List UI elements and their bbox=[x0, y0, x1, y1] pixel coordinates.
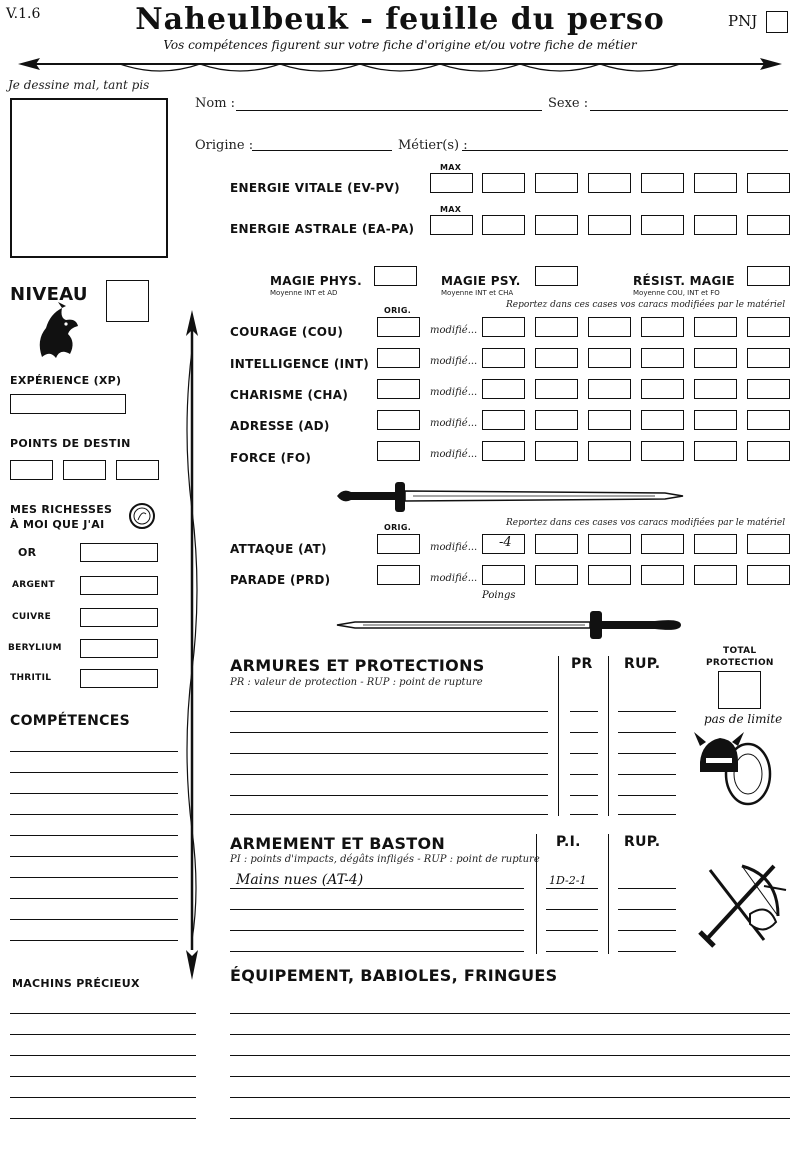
fo-box[interactable] bbox=[535, 441, 578, 461]
ad-box[interactable] bbox=[482, 410, 525, 430]
ad-box[interactable] bbox=[641, 410, 684, 430]
argent-box[interactable] bbox=[80, 576, 158, 595]
armure-rup-line[interactable] bbox=[618, 732, 676, 733]
ea-box[interactable] bbox=[747, 215, 790, 235]
resist-magie-sub: Moyenne COU, INT et FO bbox=[633, 289, 720, 297]
cou-box[interactable] bbox=[694, 317, 737, 337]
max-label-ev: MAX bbox=[440, 163, 462, 172]
ea-box[interactable] bbox=[588, 215, 631, 235]
armement-title: ARMEMENT ET BASTON bbox=[230, 834, 446, 853]
cha-box[interactable] bbox=[747, 379, 790, 399]
experience-box[interactable] bbox=[10, 394, 126, 414]
weapon-1-pi: 1D-2-1 bbox=[549, 874, 587, 887]
armement-legend: PI : points d'impacts, dégâts infligés - RUP : point de rupture bbox=[230, 854, 540, 865]
ev-box[interactable] bbox=[535, 173, 578, 193]
origine-label: Origine : bbox=[195, 138, 254, 153]
cha-box[interactable] bbox=[535, 379, 578, 399]
armure-name-line[interactable] bbox=[230, 753, 548, 754]
at-box[interactable] bbox=[747, 534, 790, 554]
nom-label: Nom : bbox=[195, 96, 236, 111]
niveau-label: NIVEAU bbox=[10, 284, 88, 305]
magie-phys-box[interactable] bbox=[374, 266, 417, 286]
fo-box[interactable] bbox=[641, 441, 684, 461]
ad-box[interactable] bbox=[747, 410, 790, 430]
armure-name-line[interactable] bbox=[230, 774, 548, 775]
armure-rup-line[interactable] bbox=[618, 711, 676, 712]
argent-label: ARGENT bbox=[12, 580, 55, 590]
pnj-checkbox[interactable] bbox=[766, 11, 788, 33]
magie-psy-label: MAGIE PSY. bbox=[441, 274, 521, 288]
at-box[interactable] bbox=[641, 534, 684, 554]
competences-line[interactable] bbox=[10, 919, 178, 920]
page-subtitle: Vos compétences figurent sur votre fiche d'origine et/ou votre fiche de métier bbox=[163, 38, 637, 52]
ad-label: ADRESSE (AD) bbox=[230, 419, 330, 433]
magie-phys-label: MAGIE PHYS. bbox=[270, 274, 362, 288]
int-orig-box[interactable] bbox=[377, 348, 420, 368]
berylium-label: BERYLIUM bbox=[8, 643, 62, 653]
competences-line[interactable] bbox=[10, 814, 178, 815]
ev-label: ENERGIE VITALE (EV-PV) bbox=[230, 181, 400, 195]
no-limit-note: pas de limite bbox=[704, 712, 783, 726]
crossed-weapons-icon bbox=[694, 856, 786, 948]
pi-header: P.I. bbox=[556, 834, 581, 850]
spear-divider-icon bbox=[0, 52, 800, 76]
cou-box[interactable] bbox=[641, 317, 684, 337]
int-box[interactable] bbox=[641, 348, 684, 368]
competences-line[interactable] bbox=[10, 877, 178, 878]
ea-box[interactable] bbox=[482, 215, 525, 235]
equipement-line[interactable] bbox=[230, 1076, 790, 1077]
int-modifie: modifié... bbox=[430, 356, 478, 367]
resist-magie-label: RÉSIST. MAGIE bbox=[633, 274, 735, 288]
int-box[interactable] bbox=[747, 348, 790, 368]
richesses-label-1: MES RICHESSES bbox=[10, 503, 113, 516]
at-orig-box[interactable] bbox=[377, 534, 420, 554]
competences-label: COMPÉTENCES bbox=[10, 713, 130, 729]
armure-pr-line[interactable] bbox=[570, 753, 598, 754]
arme-rup-line[interactable] bbox=[618, 951, 676, 952]
arme-pi-line[interactable] bbox=[546, 951, 598, 952]
arme-name-line[interactable] bbox=[230, 930, 524, 931]
fo-box[interactable] bbox=[588, 441, 631, 461]
prd-box[interactable] bbox=[535, 565, 578, 585]
cuivre-label: CUIVRE bbox=[12, 612, 52, 622]
at-box[interactable] bbox=[482, 534, 525, 554]
ea-box[interactable] bbox=[694, 215, 737, 235]
sword-icon bbox=[335, 610, 685, 640]
ad-box[interactable] bbox=[694, 410, 737, 430]
prd-box[interactable] bbox=[694, 565, 737, 585]
competences-line[interactable] bbox=[10, 751, 178, 752]
helmet-shield-icon bbox=[694, 728, 774, 810]
fo-orig-box[interactable] bbox=[377, 441, 420, 461]
page-title: Naheulbeuk - feuille du perso bbox=[135, 2, 665, 37]
arme-pi-line[interactable] bbox=[546, 930, 598, 931]
resist-magie-box[interactable] bbox=[747, 266, 790, 286]
niveau-box[interactable] bbox=[106, 280, 149, 322]
competences-line[interactable] bbox=[10, 898, 178, 899]
ad-box[interactable] bbox=[588, 410, 631, 430]
ev-box[interactable] bbox=[482, 173, 525, 193]
int-label: INTELLIGENCE (INT) bbox=[230, 357, 369, 371]
armure-name-line[interactable] bbox=[230, 814, 548, 815]
arme-rup-line[interactable] bbox=[618, 909, 676, 910]
armure-name-line[interactable] bbox=[230, 732, 548, 733]
armure-rup-line[interactable] bbox=[618, 753, 676, 754]
vertical-spear-icon bbox=[180, 310, 204, 980]
ea-box[interactable] bbox=[535, 215, 578, 235]
ad-box[interactable] bbox=[535, 410, 578, 430]
sword-icon bbox=[335, 480, 685, 514]
cou-box[interactable] bbox=[535, 317, 578, 337]
report-note-stats: Reportez dans ces cases vos caracs modifiées par le matériel bbox=[506, 300, 786, 310]
thritil-box[interactable] bbox=[80, 669, 158, 688]
competences-line[interactable] bbox=[10, 856, 178, 857]
armures-rup-header: RUP. bbox=[624, 656, 661, 672]
int-box[interactable] bbox=[482, 348, 525, 368]
armure-pr-line[interactable] bbox=[570, 711, 598, 712]
at-box[interactable] bbox=[588, 534, 631, 554]
armures-legend: PR : valeur de protection - RUP : point de rupture bbox=[230, 677, 483, 688]
poings-note: Poings bbox=[482, 590, 516, 601]
cuivre-box[interactable] bbox=[80, 608, 158, 627]
ev-box[interactable] bbox=[641, 173, 684, 193]
armure-rup-line[interactable] bbox=[618, 814, 676, 815]
arme-pi-line[interactable] bbox=[546, 909, 598, 910]
experience-label: EXPÉRIENCE (XP) bbox=[10, 374, 122, 387]
sexe-label: Sexe : bbox=[548, 96, 589, 111]
ev-box[interactable] bbox=[747, 173, 790, 193]
max-label-ea: MAX bbox=[440, 205, 462, 214]
prd-box[interactable] bbox=[588, 565, 631, 585]
fo-label: FORCE (FO) bbox=[230, 451, 312, 465]
portrait-frame[interactable] bbox=[10, 98, 168, 258]
nom-field[interactable] bbox=[236, 110, 542, 111]
orig-label-stats: ORIG. bbox=[384, 306, 412, 315]
berylium-box[interactable] bbox=[80, 639, 158, 658]
fo-modifie: modifié... bbox=[430, 449, 478, 460]
destin-box[interactable] bbox=[63, 460, 106, 480]
ea-box[interactable] bbox=[641, 215, 684, 235]
prd-label: PARADE (PRD) bbox=[230, 573, 331, 587]
pnj-label: PNJ bbox=[728, 12, 758, 30]
or-box[interactable] bbox=[80, 543, 158, 562]
cou-modifie: modifié... bbox=[430, 325, 478, 336]
at-box[interactable] bbox=[535, 534, 578, 554]
arme-name-line[interactable] bbox=[230, 951, 524, 952]
armures-divider bbox=[608, 656, 609, 816]
armure-pr-line[interactable] bbox=[570, 795, 598, 796]
destin-box[interactable] bbox=[116, 460, 159, 480]
cha-box[interactable] bbox=[482, 379, 525, 399]
at-value: -4 bbox=[499, 535, 512, 550]
armures-divider bbox=[558, 656, 559, 816]
cha-box[interactable] bbox=[641, 379, 684, 399]
machins-line[interactable] bbox=[10, 1034, 196, 1035]
destin-box[interactable] bbox=[10, 460, 53, 480]
total-protection-label-2: PROTECTION bbox=[706, 658, 774, 668]
coin-icon bbox=[128, 502, 156, 530]
equipement-title: ÉQUIPEMENT, BABIOLES, FRINGUES bbox=[230, 966, 558, 985]
report-note-combat: Reportez dans ces cases vos caracs modifiées par le matériel bbox=[506, 518, 786, 528]
cou-box[interactable] bbox=[588, 317, 631, 337]
armures-title: ARMURES ET PROTECTIONS bbox=[230, 656, 485, 675]
ev-box[interactable] bbox=[694, 173, 737, 193]
prd-box[interactable] bbox=[482, 565, 525, 585]
armure-pr-line[interactable] bbox=[570, 732, 598, 733]
origine-field[interactable] bbox=[252, 150, 392, 151]
armement-divider bbox=[536, 834, 537, 954]
cha-box[interactable] bbox=[588, 379, 631, 399]
prd-modifie: modifié... bbox=[430, 573, 478, 584]
ea-max-box[interactable] bbox=[430, 215, 473, 235]
cha-orig-box[interactable] bbox=[377, 379, 420, 399]
or-label: OR bbox=[18, 546, 37, 559]
fo-box[interactable] bbox=[747, 441, 790, 461]
prd-box[interactable] bbox=[641, 565, 684, 585]
arme-rup-line[interactable] bbox=[618, 888, 676, 889]
cou-orig-box[interactable] bbox=[377, 317, 420, 337]
metier-field[interactable] bbox=[462, 150, 788, 151]
thritil-label: THRITIL bbox=[10, 673, 52, 683]
competences-line[interactable] bbox=[10, 835, 178, 836]
armement-rup-header: RUP. bbox=[624, 834, 661, 850]
ev-max-box[interactable] bbox=[430, 173, 473, 193]
armement-divider bbox=[608, 834, 609, 954]
ea-label: ENERGIE ASTRALE (EA-PA) bbox=[230, 222, 415, 236]
armure-pr-line[interactable] bbox=[570, 774, 598, 775]
machins-line[interactable] bbox=[10, 1118, 196, 1119]
sexe-field[interactable] bbox=[590, 110, 788, 111]
cha-modifie: modifié... bbox=[430, 387, 478, 398]
ad-modifie: modifié... bbox=[430, 418, 478, 429]
int-box[interactable] bbox=[588, 348, 631, 368]
magie-phys-sub: Moyenne INT et AD bbox=[270, 289, 338, 297]
arme-name-line[interactable] bbox=[230, 888, 524, 889]
fo-box[interactable] bbox=[694, 441, 737, 461]
at-modifie: modifié... bbox=[430, 542, 478, 553]
total-protection-box[interactable] bbox=[718, 671, 761, 709]
competences-line[interactable] bbox=[10, 772, 178, 773]
int-box[interactable] bbox=[694, 348, 737, 368]
armure-name-line[interactable] bbox=[230, 795, 548, 796]
prd-box[interactable] bbox=[747, 565, 790, 585]
equipement-line[interactable] bbox=[230, 1055, 790, 1056]
richesses-label-2: À MOI QUE J'AI bbox=[10, 518, 105, 531]
version-label: V.1.6 bbox=[6, 6, 41, 22]
equipement-line[interactable] bbox=[230, 1013, 790, 1014]
metier-label: Métier(s) : bbox=[398, 138, 468, 153]
cou-box[interactable] bbox=[482, 317, 525, 337]
equipement-line[interactable] bbox=[230, 1118, 790, 1119]
int-box[interactable] bbox=[535, 348, 578, 368]
machins-line[interactable] bbox=[10, 1097, 196, 1098]
arme-rup-line[interactable] bbox=[618, 930, 676, 931]
portrait-caption: Je dessine mal, tant pis bbox=[8, 78, 150, 92]
prd-orig-box[interactable] bbox=[377, 565, 420, 585]
at-box[interactable] bbox=[694, 534, 737, 554]
weapon-1-name: Mains nues (AT-4) bbox=[236, 872, 364, 888]
competences-line[interactable] bbox=[10, 793, 178, 794]
armure-rup-line[interactable] bbox=[618, 774, 676, 775]
competences-line[interactable] bbox=[10, 940, 178, 941]
ev-box[interactable] bbox=[588, 173, 631, 193]
machins-line[interactable] bbox=[10, 1076, 196, 1077]
ad-orig-box[interactable] bbox=[377, 410, 420, 430]
equipement-line[interactable] bbox=[230, 1097, 790, 1098]
at-label: ATTAQUE (AT) bbox=[230, 542, 327, 556]
cou-label: COURAGE (COU) bbox=[230, 325, 344, 339]
cha-label: CHARISME (CHA) bbox=[230, 388, 349, 402]
fo-box[interactable] bbox=[482, 441, 525, 461]
armure-rup-line[interactable] bbox=[618, 795, 676, 796]
cha-box[interactable] bbox=[694, 379, 737, 399]
armure-pr-line[interactable] bbox=[570, 814, 598, 815]
machins-label: MACHINS PRÉCIEUX bbox=[12, 977, 140, 990]
arme-name-line[interactable] bbox=[230, 909, 524, 910]
total-protection-label-1: TOTAL bbox=[723, 646, 757, 656]
orig-label-combat: ORIG. bbox=[384, 523, 412, 532]
destin-label: POINTS DE DESTIN bbox=[10, 437, 131, 450]
arme-pi-line[interactable] bbox=[546, 888, 598, 889]
machins-line[interactable] bbox=[10, 1055, 196, 1056]
pr-header: PR bbox=[571, 656, 593, 672]
magie-psy-sub: Moyenne INT et CHA bbox=[441, 289, 514, 297]
cou-box[interactable] bbox=[747, 317, 790, 337]
equipement-line[interactable] bbox=[230, 1034, 790, 1035]
machins-line[interactable] bbox=[10, 1013, 196, 1014]
dragon-icon bbox=[32, 302, 82, 362]
armure-name-line[interactable] bbox=[230, 711, 548, 712]
magie-psy-box[interactable] bbox=[535, 266, 578, 286]
